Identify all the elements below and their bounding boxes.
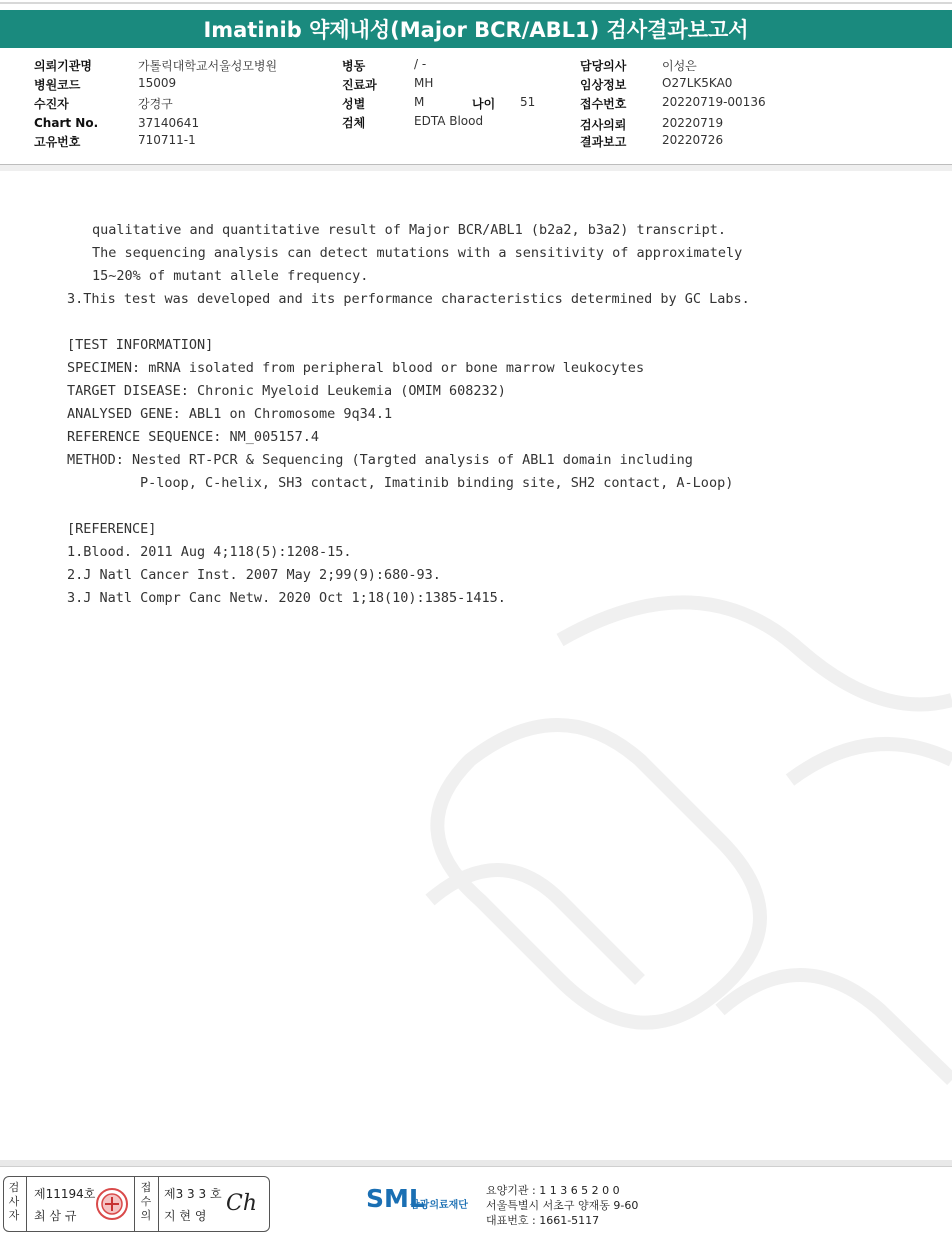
top-rule xyxy=(0,2,952,4)
label-test-request-date: 검사의뢰 xyxy=(580,118,627,132)
label-sex: 성별 xyxy=(342,97,366,111)
label-age: 나이 xyxy=(472,97,496,111)
reference-item: 1.Blood. 2011 Aug 4;118(5):1208-15. xyxy=(67,544,352,560)
value-requesting-institution: 가톨릭대학교서울성모병원 xyxy=(138,59,278,73)
institution-address xyxy=(486,1183,638,1228)
address-line: 서울특별시 서초구 양재동 9-60 xyxy=(486,1199,639,1212)
body-line: SPECIMEN: mRNA isolated from peripheral blood or bone marrow leukocytes xyxy=(67,360,645,376)
reference-item: 3.J Natl Compr Canc Netw. 2020 Oct 1;18(10):1385-1415. xyxy=(67,590,506,606)
divider xyxy=(26,1177,27,1231)
value-attending-physician: 이성은 xyxy=(662,59,697,73)
body-line: 15~20% of mutant allele frequency. xyxy=(92,268,369,284)
value-ward: / - xyxy=(414,57,427,71)
section-heading-test-information: [TEST INFORMATION] xyxy=(67,337,214,353)
receiver-license: 제3 3 3 호 xyxy=(164,1187,222,1201)
value-receipt-no: 20220719-00136 xyxy=(662,95,766,109)
label-chart-no: Chart No. xyxy=(34,116,99,130)
value-sex: M xyxy=(414,95,425,109)
label-department: 진료과 xyxy=(342,78,377,92)
label-attending-physician: 담당의사 xyxy=(580,59,627,73)
label-result-report-date: 결과보고 xyxy=(580,135,627,149)
label-hospital-code: 병원코드 xyxy=(34,78,81,92)
tester-label: 검사자 xyxy=(8,1181,20,1222)
divider xyxy=(158,1177,159,1231)
value-clinical-info: O27LK5KA0 xyxy=(662,76,733,90)
footer-separator xyxy=(0,1166,952,1167)
report-title-bar xyxy=(0,10,952,48)
label-unique-no: 고유번호 xyxy=(34,135,81,149)
section-heading-reference: [REFERENCE] xyxy=(67,521,157,537)
tester-name: 최 삼 규 xyxy=(34,1209,77,1223)
body-line: REFERENCE SEQUENCE: NM_005157.4 xyxy=(67,429,319,445)
value-specimen: EDTA Blood xyxy=(414,114,484,128)
body-line: METHOD: Nested RT-PCR & Sequencing (Targted analysis of ABL1 domain including xyxy=(67,452,693,468)
value-department: MH xyxy=(414,76,434,90)
signature-box xyxy=(3,1176,270,1232)
value-age: 51 xyxy=(520,95,536,109)
patient-info-block xyxy=(0,55,952,155)
label-receipt-no: 접수번호 xyxy=(580,97,627,111)
receiver-label: 접수의 xyxy=(140,1181,152,1222)
signature: Ch xyxy=(226,1191,258,1216)
label-clinical-info: 임상정보 xyxy=(580,78,627,92)
label-requesting-institution: 의뢰기관명 xyxy=(34,59,92,73)
label-patient: 수진자 xyxy=(34,97,69,111)
logo-text: SML xyxy=(366,1184,425,1213)
body-line: qualitative and quantitative result of Major BCR/ABL1 (b2a2, b3a2) transcript. xyxy=(92,222,726,238)
body-line: The sequencing analysis can detect mutations with a sensitivity of approximately xyxy=(92,245,743,261)
sml-logo xyxy=(366,1184,486,1224)
body-line: ANALYSED GENE: ABL1 on Chromosome 9q34.1 xyxy=(67,406,393,422)
value-unique-no: 710711-1 xyxy=(138,133,196,147)
body-line: 3.This test was developed and its performance characteristics determined by GC Labs. xyxy=(67,291,750,307)
seal-stamp-icon xyxy=(95,1187,129,1221)
value-hospital-code: 15009 xyxy=(138,76,177,90)
value-test-request-date: 20220719 xyxy=(662,116,724,130)
address-line: 대표번호 : 1661-5117 xyxy=(486,1214,600,1227)
value-patient: 강경구 xyxy=(138,97,173,111)
receiver-name: 지 현 영 xyxy=(164,1209,207,1223)
divider xyxy=(134,1177,135,1231)
logo-org-name: 삼광의료재단 xyxy=(410,1200,468,1211)
report-title: Imatinib 약제내성(Major BCR/ABL1) 검사결과보고서 xyxy=(203,18,749,42)
address-line: 요양기관 : 1 1 3 6 5 2 0 0 xyxy=(486,1184,620,1197)
body-line: TARGET DISEASE: Chronic Myeloid Leukemia (OMIM 608232) xyxy=(67,383,506,399)
reference-item: 2.J Natl Cancer Inst. 2007 May 2;99(9):680-93. xyxy=(67,567,441,583)
label-specimen: 검체 xyxy=(342,116,366,130)
tester-license: 제11194호 xyxy=(34,1187,96,1201)
value-result-report-date: 20220726 xyxy=(662,133,724,147)
body-line: P-loop, C-helix, SH3 contact, Imatinib binding site, SH2 contact, A-Loop) xyxy=(140,475,734,491)
value-chart-no: 37140641 xyxy=(138,116,200,130)
label-ward: 병동 xyxy=(342,59,366,73)
header-separator-band xyxy=(0,165,952,171)
